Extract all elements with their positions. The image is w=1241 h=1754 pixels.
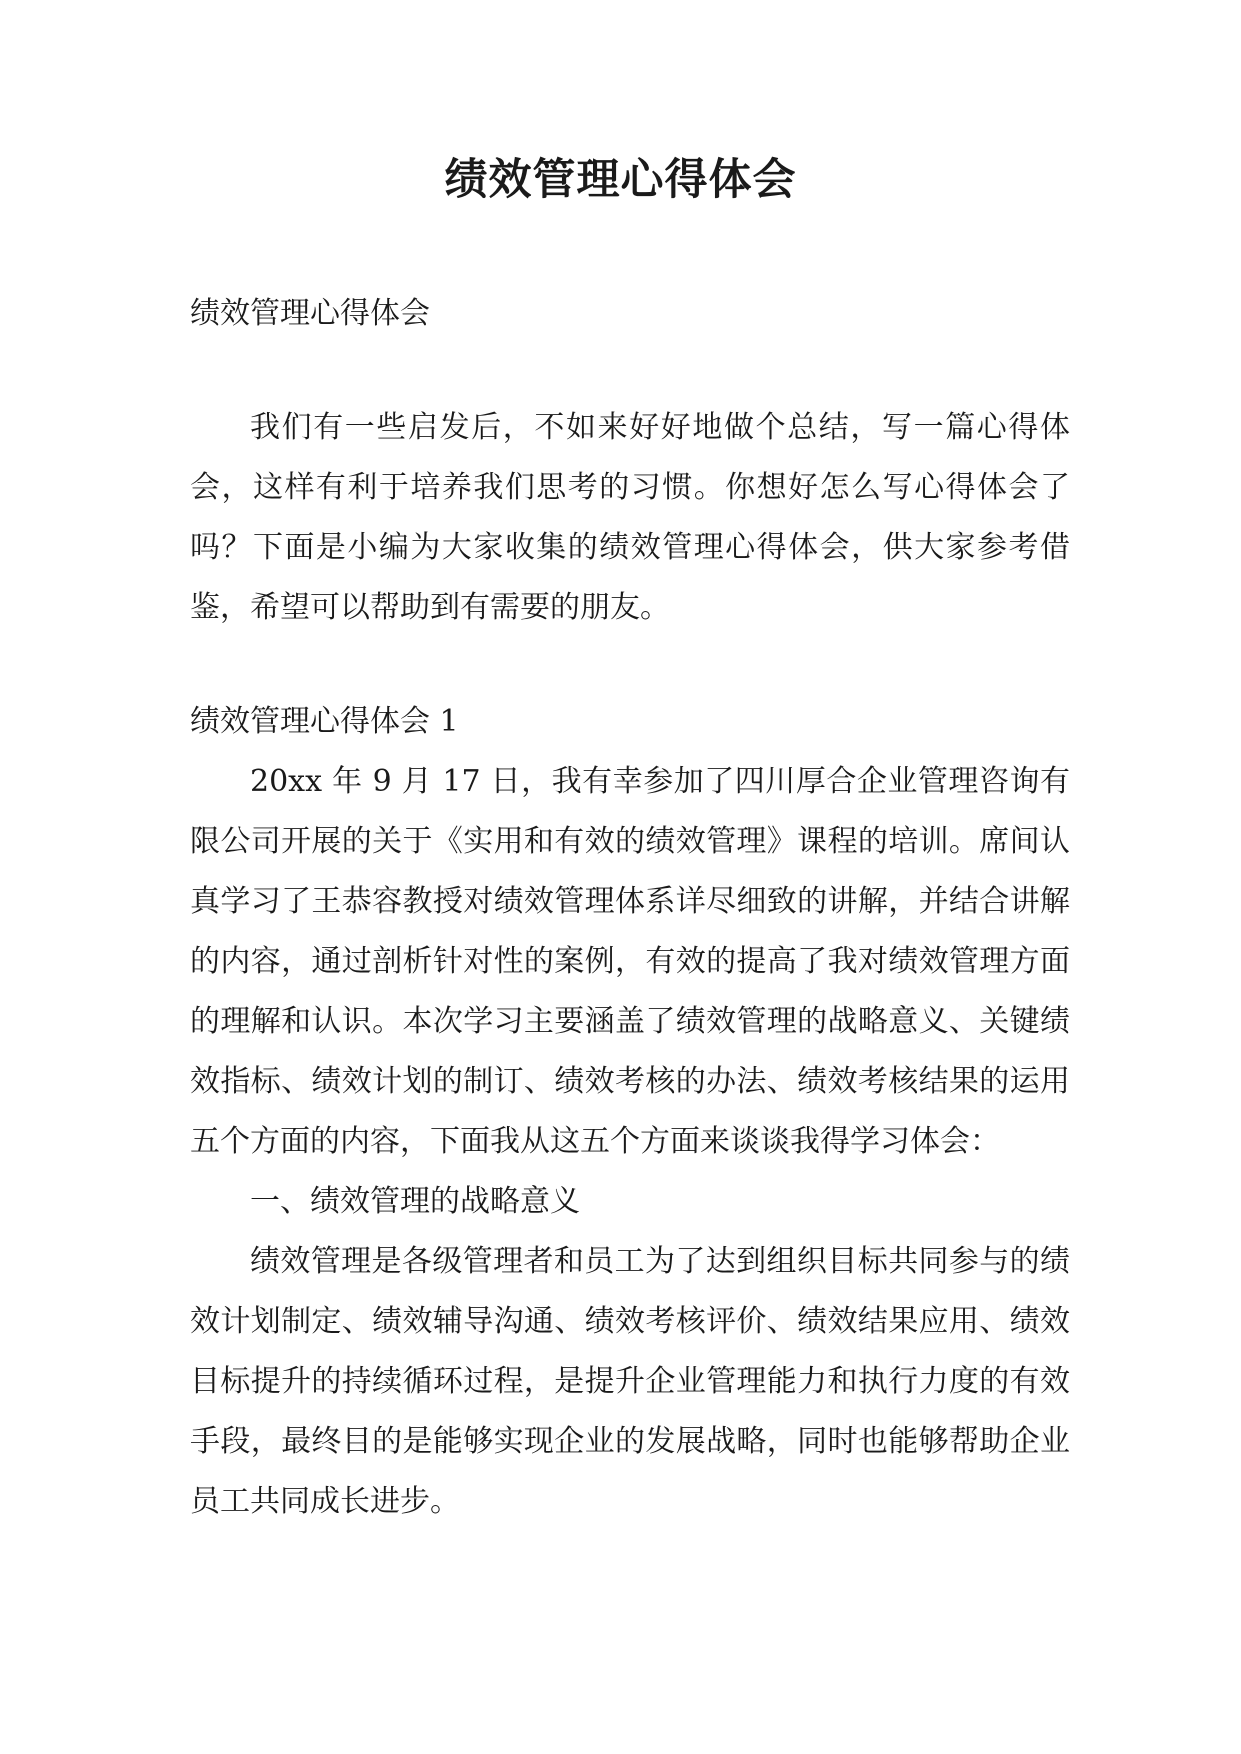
spacer xyxy=(190,638,1070,692)
body-paragraph: 绩效管理是各级管理者和员工为了达到组织目标共同参与的绩效计划制定、绩效辅导沟通、绩效考核评价、绩效结果应用、绩效目标提升的持续循环过程，是提升企业管理能力和执行力度的有效手段，最终目的是能够实现企业的发展战略，同时也能够帮助企业员工共同成长进步。 xyxy=(190,1244,1070,1519)
section-heading: 绩效管理心得体会 1 xyxy=(190,704,459,739)
document-body xyxy=(190,284,1070,1532)
document-subtitle: 绩效管理心得体会 xyxy=(190,296,430,331)
spacer xyxy=(190,344,1070,398)
intro-paragraph: 我们有一些启发后，不如来好好地做个总结，写一篇心得体会，这样有利于培养我们思考的习惯。你想好怎么写心得体会了吗？下面是小编为大家收集的绩效管理心得体会，供大家参考借鉴，希望可以帮助到有需要的朋友。 xyxy=(190,410,1070,625)
subheading: 一、绩效管理的战略意义 xyxy=(250,1184,580,1219)
document-title: 绩效管理心得体会 xyxy=(444,155,797,205)
body-paragraph: 20xx 年 9 月 17 日，我有幸参加了四川厚合企业管理咨询有限公司开展的关于《实用和有效的绩效管理》课程的培训。席间认真学习了王恭容教授对绩效管理体系详尽细致的讲解，并结合讲解的内容，通过剖析针对性的案例，有效的提高了我对绩效管理方面的理解和认识。本次学习主要涵盖了绩效管理的战略意义、关键绩效指标、绩效计划的制订、绩效考核的办法、绩效考核结果的运用五个方面的内容，下面我从这五个方面来谈谈我得学习体会： xyxy=(190,764,1070,1159)
